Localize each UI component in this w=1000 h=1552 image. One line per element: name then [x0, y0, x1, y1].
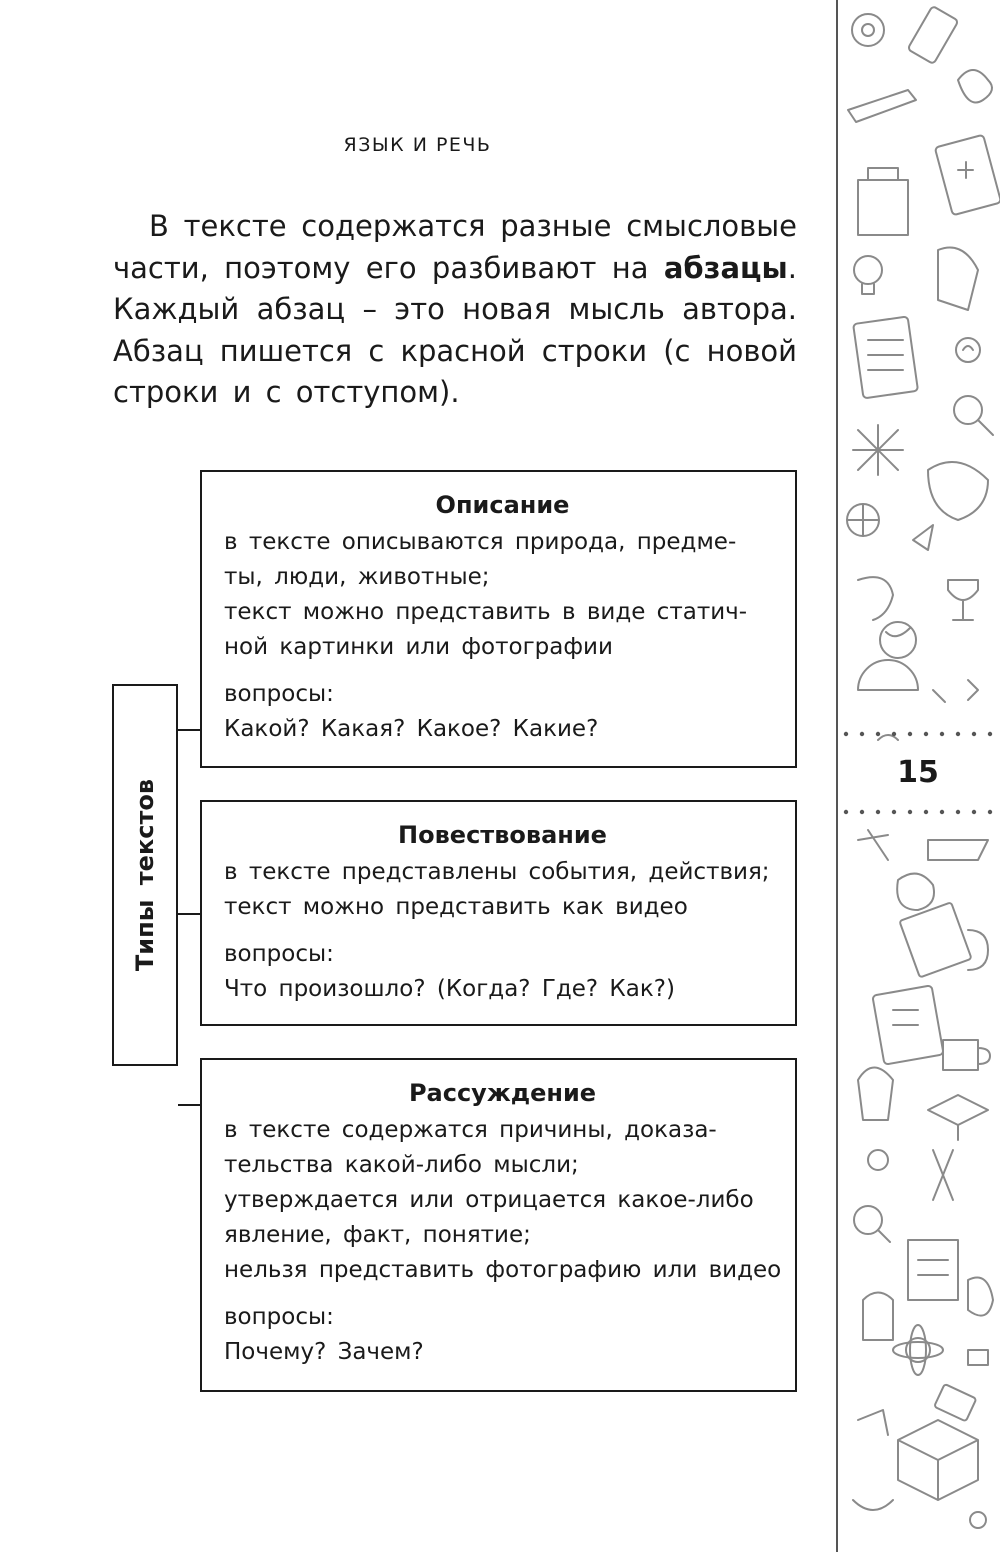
intro-line-5: строки и с отступом). [113, 375, 460, 409]
type-title: Рассуждение [408, 1079, 597, 1107]
type-line: текст можно представить как видео [224, 894, 688, 920]
type-box-narration [200, 800, 797, 1026]
intro-paragraph [113, 206, 797, 414]
type-line: в тексте содержатся причины, доказа- [224, 1117, 717, 1143]
questions-text: Что произошло? (Когда? Где? Как?) [224, 976, 675, 1002]
questions-text: Какой? Какая? Какое? Какие? [224, 716, 599, 742]
questions-label: вопросы: [224, 941, 334, 967]
connector-line [178, 913, 200, 915]
type-line: в тексте описываются природа, предме- [224, 529, 737, 555]
intro-line-2: части, поэтому его разбивают на абзацы. [113, 250, 797, 285]
type-line: тельства какой-либо мысли; [224, 1152, 579, 1178]
intro-line-3: Каждый абзац – это новая мысль автора. [113, 292, 797, 326]
intro-line-1: В тексте содержатся разные смысловые [149, 209, 797, 243]
running-header: ЯЗЫК И РЕЧЬ [343, 134, 492, 156]
page-number: 15 [897, 755, 939, 790]
type-title: Повествование [398, 821, 607, 849]
type-line: нельзя представить фотографию или видео [224, 1257, 782, 1283]
type-line: в тексте представлены события, действия; [224, 859, 770, 885]
connector-line [178, 729, 200, 731]
bold-term: абзацы [663, 250, 788, 285]
questions-label: вопросы: [224, 681, 334, 707]
intro-line-4: Абзац пишется с красной строки (с новой [113, 333, 797, 368]
type-line: ты, люди, животные; [224, 564, 490, 590]
questions-text: Почему? Зачем? [224, 1339, 424, 1365]
type-box-description [200, 470, 797, 768]
text-types-label: Типы текстов [131, 778, 159, 972]
type-line: ной картинки или фотографии [224, 634, 613, 660]
type-line: утверждается или отрицается какое-либо [224, 1187, 754, 1213]
type-title: Описание [435, 491, 570, 519]
questions-label: вопросы: [224, 1304, 334, 1330]
connector-line [178, 1104, 200, 1106]
type-line: явление, факт, понятие; [224, 1222, 531, 1248]
type-box-reasoning [200, 1058, 797, 1392]
type-line: текст можно представить в виде статич- [224, 599, 748, 625]
